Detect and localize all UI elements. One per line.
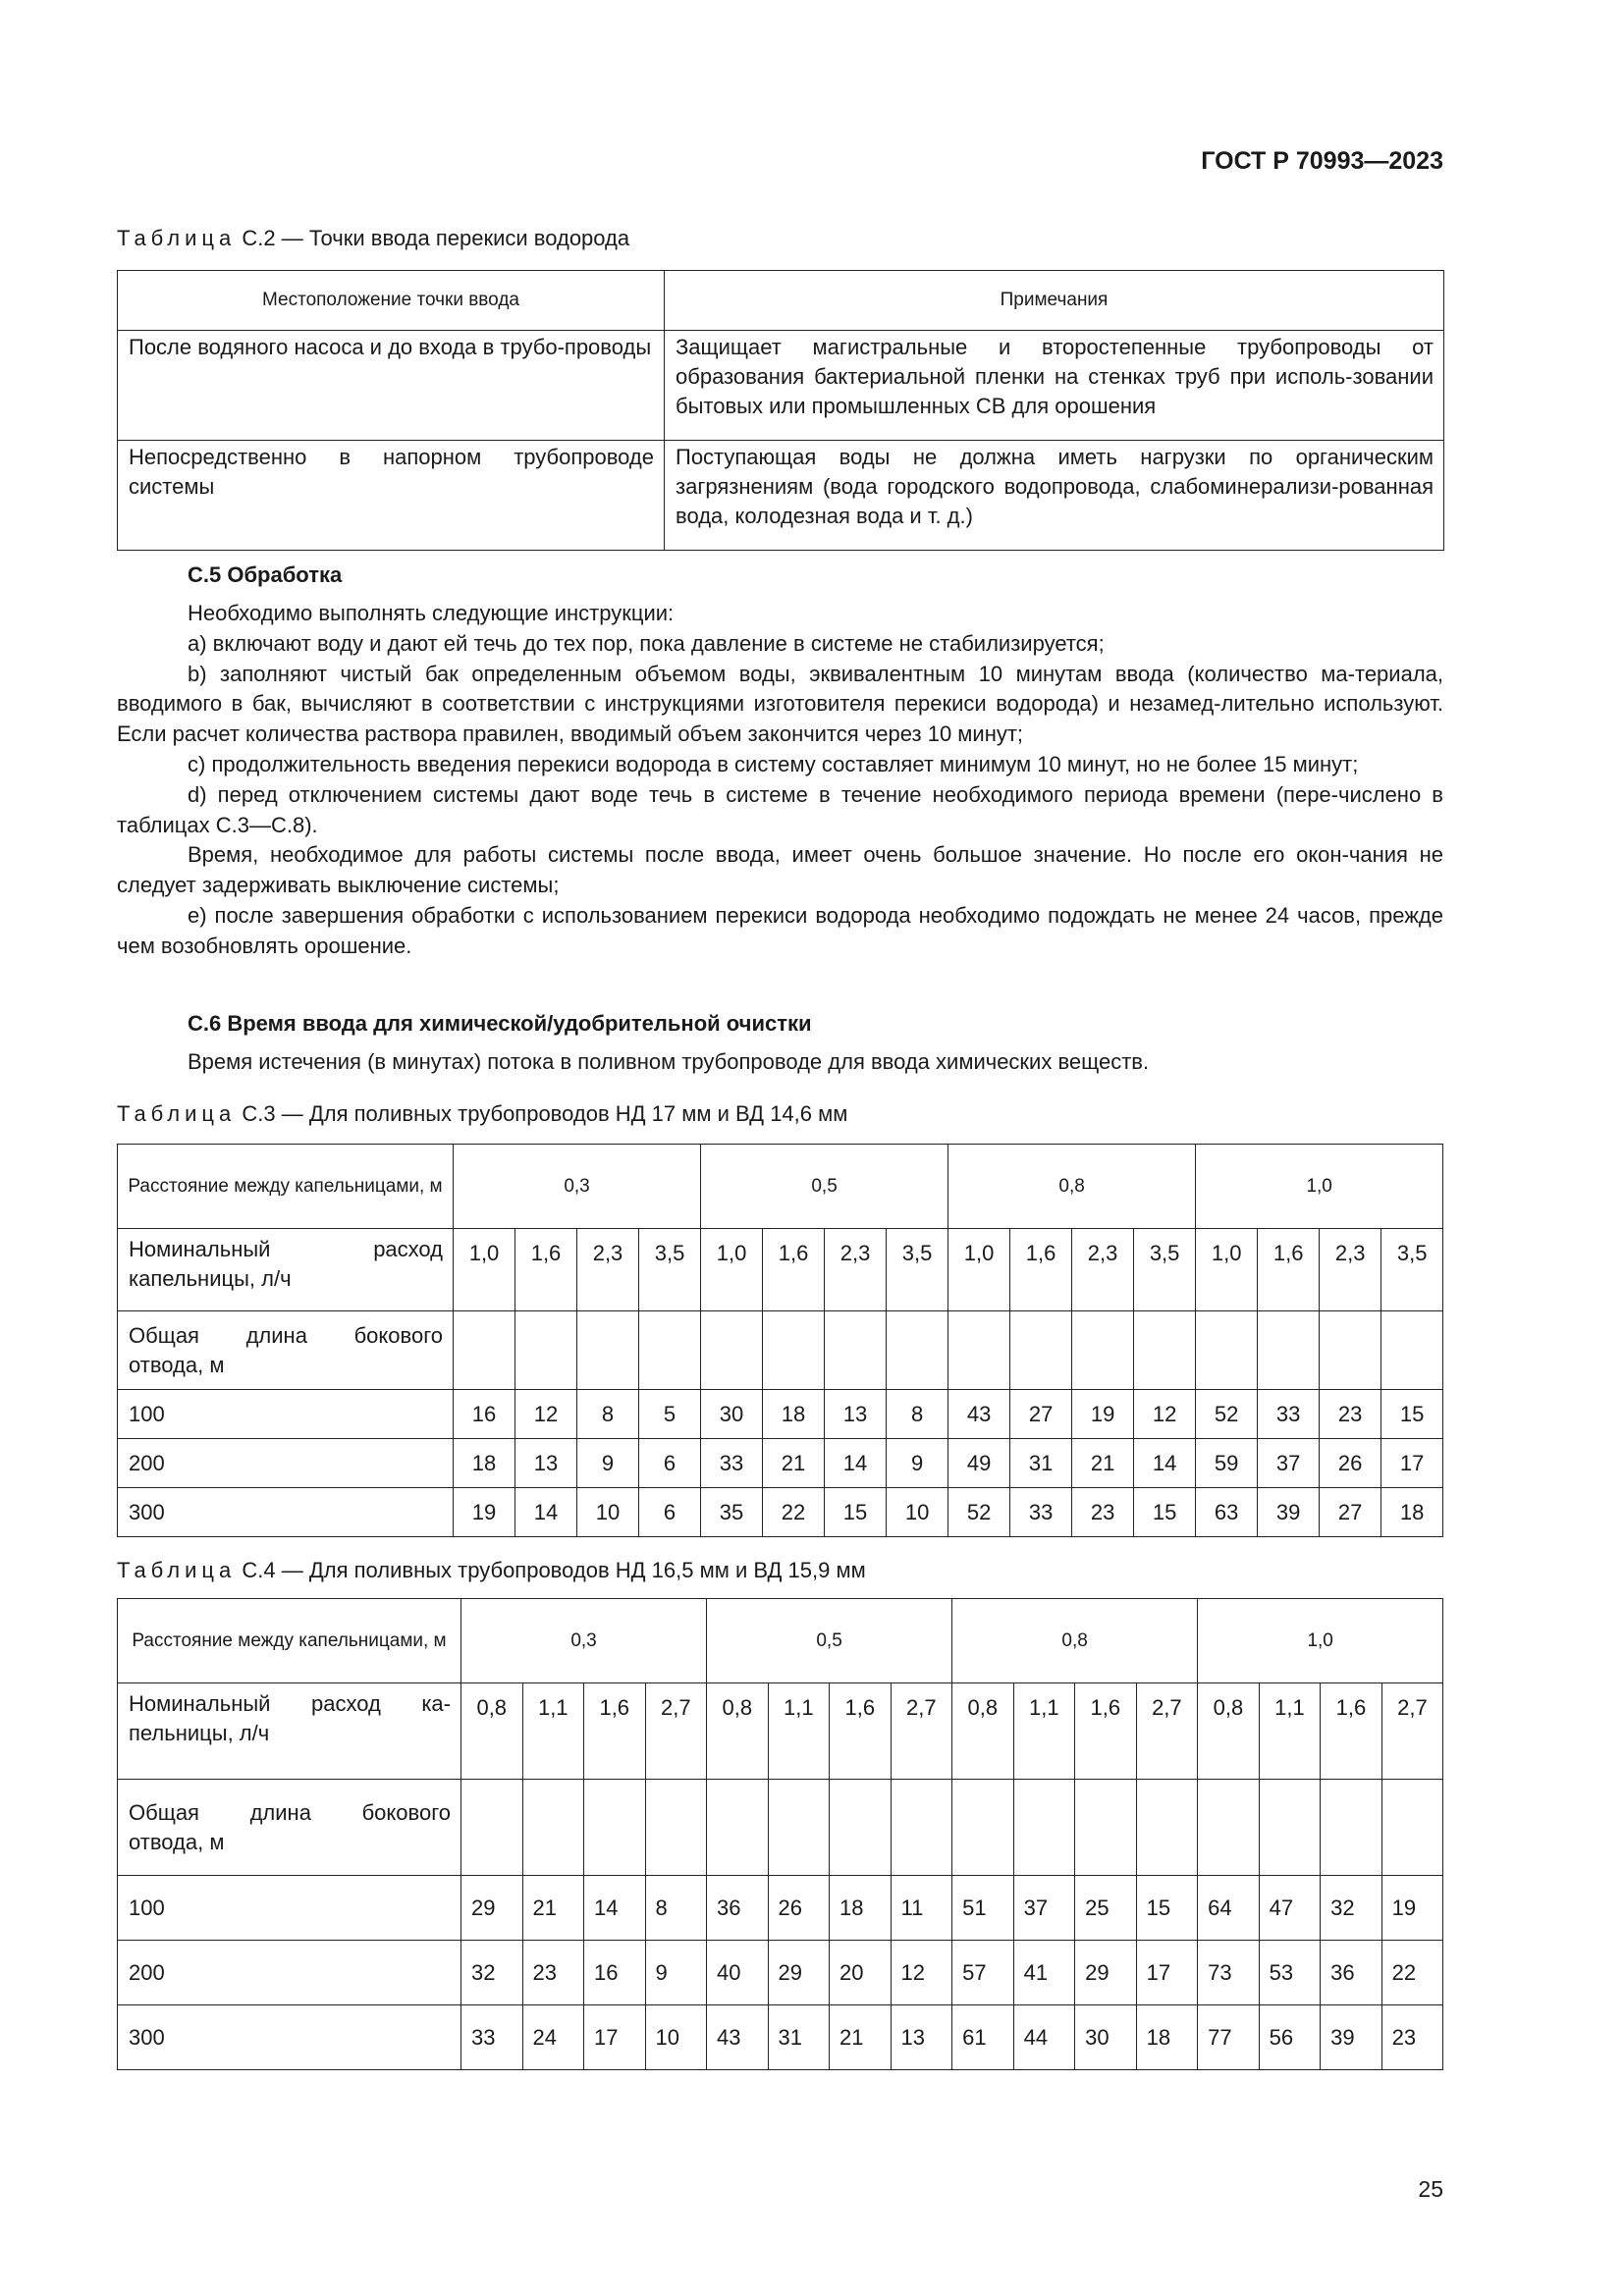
table-cell: 44	[1013, 2005, 1075, 2070]
table-cell: 23	[1320, 1390, 1381, 1439]
paragraph: d) перед отключением системы дают воде течь в системе в течение необходимого периода времени (пере-числено в таблицах С.3—С.8).	[117, 781, 1443, 837]
table-cell: 19	[454, 1488, 515, 1537]
empty-cell	[1075, 1780, 1137, 1876]
flow-value: 1,1	[522, 1683, 584, 1780]
empty-cell	[887, 1311, 948, 1390]
length-value: 100	[118, 1876, 461, 1941]
flow-value: 1,1	[1013, 1683, 1075, 1780]
empty-cell	[1321, 1780, 1382, 1876]
flow-value: 1,6	[1075, 1683, 1137, 1780]
table-cell: 18	[763, 1390, 825, 1439]
empty-cell	[952, 1780, 1014, 1876]
page-number: 25	[1418, 2176, 1443, 2202]
empty-cell	[1320, 1311, 1381, 1390]
table-cell: 47	[1259, 1876, 1321, 1941]
table-cell: 18	[1136, 2005, 1198, 2070]
table-cell: 33	[1258, 1390, 1320, 1439]
flow-value: 1,0	[948, 1229, 1010, 1311]
table-cell: 41	[1013, 1941, 1075, 2005]
table-c3-caption	[117, 1101, 847, 1127]
empty-cell	[1010, 1311, 1072, 1390]
table-cell: 17	[1136, 1941, 1198, 2005]
length-value: 300	[118, 1488, 454, 1537]
table-cell: 29	[768, 1941, 830, 2005]
table-cell: 9	[887, 1439, 948, 1488]
length-value: 200	[118, 1941, 461, 2005]
table-cell: 31	[768, 2005, 830, 2070]
table-cell: 11	[891, 1876, 952, 1941]
flow-value: 2,3	[577, 1229, 639, 1311]
distance-header: Расстояние между капельницами, м	[118, 1145, 454, 1229]
empty-cell	[639, 1311, 701, 1390]
length-label-line	[129, 1321, 443, 1351]
table-cell: 18	[1381, 1488, 1443, 1537]
table-cell: 57	[952, 1941, 1014, 2005]
distance-header: Расстояние между капельницами, м	[118, 1599, 461, 1683]
table-cell: 13	[891, 2005, 952, 2070]
table-cell: 9	[645, 1941, 707, 2005]
paragraph: a) включают воду и дают ей течь до тех пор, пока давление в системе не стабилизируется;	[188, 630, 1105, 656]
label-word: расход	[311, 1691, 381, 1716]
table-cell: 26	[768, 1876, 830, 1941]
table-cell: 27	[1010, 1390, 1072, 1439]
table-cell: 10	[645, 2005, 707, 2070]
table-cell: 21	[830, 2005, 892, 2070]
paragraph: b) заполняют чистый бак определенным объемом воды, эквивалентным 10 минутам ввода (количество ма-териала, вводимого в бак, вычисляют в соответствии с инструкциями изготовителя перекиси водорода) и незамед-лительно используют. Если расчет количества раствора правилен, вводимый объем закончится через 10 минут;	[117, 661, 1443, 747]
paragraph: c) продолжительность введения перекиси водорода в систему составляет минимум 10 минут, но не более 15 минут;	[188, 751, 1359, 776]
table-cell: 33	[701, 1439, 763, 1488]
empty-cell	[645, 1780, 707, 1876]
column-header: Местоположение точки ввода	[118, 271, 665, 331]
table-caption-word: Таблица	[117, 1558, 237, 1582]
table-cell: 10	[887, 1488, 948, 1537]
table-caption-text: С.2 — Точки ввода перекиси водорода	[236, 226, 630, 250]
paragraph: Время истечения (в минутах) потока в поливном трубопроводе для ввода химических веществ.	[188, 1049, 1150, 1074]
table-cell: Поступающая воды не должна иметь нагрузки по органическим загрязнениям (вода городского водопровода, слабоминерализи-рованная вода, колодезная вода и т. д.)	[665, 441, 1444, 551]
flow-value: 1,0	[1196, 1229, 1258, 1311]
length-label	[118, 1311, 454, 1390]
flow-label-line	[129, 1235, 443, 1264]
table-cell: 59	[1196, 1439, 1258, 1488]
label-word: бокового	[353, 1322, 443, 1348]
table-cell: 14	[825, 1439, 887, 1488]
table-cell: 49	[948, 1439, 1010, 1488]
label-word: бокового	[361, 1799, 451, 1825]
table-cell: 19	[1072, 1390, 1134, 1439]
empty-cell	[830, 1780, 892, 1876]
column-header: Примечания	[665, 271, 1444, 331]
table-cell: 36	[707, 1876, 769, 1941]
table-cell: Непосредственно в напорном трубопроводе системы	[118, 441, 665, 551]
empty-cell	[522, 1780, 584, 1876]
flow-label	[118, 1683, 461, 1780]
table-caption-word: Таблица	[117, 226, 237, 250]
table-cell: 8	[645, 1876, 707, 1941]
flow-label	[118, 1229, 454, 1311]
table-cell: 17	[584, 2005, 646, 2070]
table-cell: 23	[1072, 1488, 1134, 1537]
empty-cell	[1381, 1311, 1443, 1390]
table-cell: 18	[830, 1876, 892, 1941]
paragraph: Время, необходимое для работы системы после ввода, имеет очень большое значение. Но после его окон-чания не следует задерживать выключение системы;	[117, 842, 1443, 898]
table-cell: 53	[1259, 1941, 1321, 2005]
flow-value: 1,6	[1258, 1229, 1320, 1311]
table-cell: 40	[707, 1941, 769, 2005]
empty-cell	[1136, 1780, 1198, 1876]
table-cell: 24	[522, 2005, 584, 2070]
table-cell: 22	[763, 1488, 825, 1537]
label-word: Номинальный	[129, 1237, 271, 1261]
table-cell: 21	[1072, 1439, 1134, 1488]
flow-value: 3,5	[639, 1229, 701, 1311]
empty-cell	[461, 1780, 523, 1876]
length-label-line: отвода, м	[129, 1829, 225, 1854]
distance-value: 0,3	[461, 1599, 707, 1683]
table-cell: После водяного насоса и до входа в трубо-проводы	[118, 331, 665, 441]
table-cell: 14	[1134, 1439, 1196, 1488]
flow-value: 0,8	[461, 1683, 523, 1780]
table-cell: 35	[701, 1488, 763, 1537]
table-cell: 14	[515, 1488, 577, 1537]
empty-cell	[825, 1311, 887, 1390]
distance-value: 0,5	[707, 1599, 952, 1683]
table-caption-word: Таблица	[117, 1101, 237, 1126]
table-cell: 21	[763, 1439, 825, 1488]
table-cell: 52	[1196, 1390, 1258, 1439]
section-c5-body	[117, 599, 1443, 962]
label-word: длина	[245, 1322, 307, 1348]
flow-value: 2,7	[1381, 1683, 1443, 1780]
table-cell: 13	[825, 1390, 887, 1439]
table-caption-text: С.3 — Для поливных трубопроводов НД 17 мм и ВД 14,6 мм	[236, 1101, 848, 1126]
label-word: ка-	[421, 1691, 451, 1716]
table-c4-caption	[117, 1558, 866, 1583]
table-cell: 31	[1010, 1439, 1072, 1488]
table-cell: 15	[1381, 1390, 1443, 1439]
table-cell: 18	[454, 1439, 515, 1488]
table-cell: 77	[1198, 2005, 1260, 2070]
flow-value: 1,0	[454, 1229, 515, 1311]
table-cell: 37	[1258, 1439, 1320, 1488]
table-cell: 33	[461, 2005, 523, 2070]
table-cell: 32	[461, 1941, 523, 2005]
flow-value: 1,0	[701, 1229, 763, 1311]
flow-value: 2,3	[825, 1229, 887, 1311]
empty-cell	[1072, 1311, 1134, 1390]
table-cell: 43	[707, 2005, 769, 2070]
flow-value: 2,7	[891, 1683, 952, 1780]
table-cell: 26	[1320, 1439, 1381, 1488]
empty-cell	[948, 1311, 1010, 1390]
table-cell: 21	[522, 1876, 584, 1941]
flow-value: 3,5	[1134, 1229, 1196, 1311]
label-word: длина	[249, 1799, 311, 1825]
paragraph: e) после завершения обработки с использованием перекиси водорода необходимо подождать не менее 24 часов, прежде чем возобновлять орошение.	[117, 902, 1443, 958]
table-cell: 61	[952, 2005, 1014, 2070]
length-label-line	[129, 1798, 451, 1828]
flow-label-line: капельницы, л/ч	[129, 1266, 292, 1291]
empty-cell	[701, 1311, 763, 1390]
empty-cell	[454, 1311, 515, 1390]
empty-cell	[1134, 1311, 1196, 1390]
table-cell: 32	[1321, 1876, 1382, 1941]
flow-value: 0,8	[1198, 1683, 1260, 1780]
table-c2-caption	[117, 226, 629, 251]
table-cell: 8	[887, 1390, 948, 1439]
empty-cell	[1196, 1311, 1258, 1390]
flow-value: 1,6	[830, 1683, 892, 1780]
table-cell: 30	[1075, 2005, 1137, 2070]
table-cell: 19	[1381, 1876, 1443, 1941]
table-c2	[117, 270, 1444, 551]
table-cell: 52	[948, 1488, 1010, 1537]
empty-cell	[577, 1311, 639, 1390]
empty-cell	[1198, 1780, 1260, 1876]
table-cell: 13	[515, 1439, 577, 1488]
table-cell: 39	[1258, 1488, 1320, 1537]
empty-cell	[1013, 1780, 1075, 1876]
table-cell: 51	[952, 1876, 1014, 1941]
empty-cell	[1259, 1780, 1321, 1876]
table-cell: 63	[1196, 1488, 1258, 1537]
table-cell: 12	[515, 1390, 577, 1439]
table-cell: 56	[1259, 2005, 1321, 2070]
distance-value: 0,8	[952, 1599, 1198, 1683]
flow-value: 1,6	[515, 1229, 577, 1311]
empty-cell	[1258, 1311, 1320, 1390]
flow-value: 1,6	[763, 1229, 825, 1311]
table-cell: 36	[1321, 1941, 1382, 2005]
empty-cell	[768, 1780, 830, 1876]
table-cell: 17	[1381, 1439, 1443, 1488]
length-label	[118, 1780, 461, 1876]
flow-label-line: пельницы, л/ч	[129, 1721, 270, 1745]
table-cell: 33	[1010, 1488, 1072, 1537]
label-word: расход	[373, 1237, 443, 1261]
flow-value: 1,6	[1010, 1229, 1072, 1311]
empty-cell	[1381, 1780, 1443, 1876]
section-c6-title: С.6 Время ввода для химической/удобрительной очистки	[188, 1011, 812, 1036]
flow-value: 2,3	[1320, 1229, 1381, 1311]
section-c6-body	[117, 1047, 1443, 1078]
label-word: Номинальный	[129, 1691, 271, 1716]
flow-label-line	[129, 1689, 451, 1719]
flow-value: 1,1	[1259, 1683, 1321, 1780]
table-cell: 30	[701, 1390, 763, 1439]
table-c3	[117, 1144, 1443, 1537]
distance-value: 0,3	[454, 1145, 701, 1229]
table-cell: 6	[639, 1488, 701, 1537]
empty-cell	[584, 1780, 646, 1876]
document-code: ГОСТ Р 70993—2023	[1201, 147, 1443, 175]
table-cell: 25	[1075, 1876, 1137, 1941]
table-cell: 16	[584, 1941, 646, 2005]
flow-value: 3,5	[887, 1229, 948, 1311]
flow-value: 1,6	[1321, 1683, 1382, 1780]
table-cell: 23	[1381, 2005, 1443, 2070]
flow-value: 0,8	[707, 1683, 769, 1780]
label-word: Общая	[129, 1799, 199, 1825]
flow-value: 3,5	[1381, 1229, 1443, 1311]
table-cell: 64	[1198, 1876, 1260, 1941]
table-cell: 73	[1198, 1941, 1260, 2005]
table-cell: 10	[577, 1488, 639, 1537]
table-cell: 29	[1075, 1941, 1137, 2005]
table-cell: 20	[830, 1941, 892, 2005]
table-caption-text: С.4 — Для поливных трубопроводов НД 16,5 мм и ВД 15,9 мм	[236, 1558, 866, 1582]
table-cell: 37	[1013, 1876, 1075, 1941]
label-word: Общая	[129, 1322, 199, 1348]
table-cell: 5	[639, 1390, 701, 1439]
table-cell: 9	[577, 1439, 639, 1488]
flow-value: 1,1	[768, 1683, 830, 1780]
distance-value: 0,5	[701, 1145, 948, 1229]
flow-value: 2,7	[645, 1683, 707, 1780]
table-cell: 15	[1136, 1876, 1198, 1941]
paragraph: Необходимо выполнять следующие инструкции:	[188, 601, 675, 625]
table-cell: 16	[454, 1390, 515, 1439]
empty-cell	[515, 1311, 577, 1390]
table-cell: 39	[1321, 2005, 1382, 2070]
table-cell: 43	[948, 1390, 1010, 1439]
flow-value: 2,3	[1072, 1229, 1134, 1311]
table-cell: 29	[461, 1876, 523, 1941]
empty-cell	[707, 1780, 769, 1876]
length-label-line: отвода, м	[129, 1352, 225, 1377]
section-c5-title: С.5 Обработка	[188, 562, 343, 587]
distance-value: 1,0	[1196, 1145, 1443, 1229]
flow-value: 1,6	[584, 1683, 646, 1780]
distance-value: 1,0	[1198, 1599, 1443, 1683]
length-value: 100	[118, 1390, 454, 1439]
length-value: 200	[118, 1439, 454, 1488]
table-cell: 14	[584, 1876, 646, 1941]
empty-cell	[763, 1311, 825, 1390]
distance-value: 0,8	[948, 1145, 1196, 1229]
flow-value: 2,7	[1136, 1683, 1198, 1780]
table-cell: 6	[639, 1439, 701, 1488]
table-cell: 15	[825, 1488, 887, 1537]
table-c4	[117, 1598, 1443, 2070]
table-cell: 23	[522, 1941, 584, 2005]
table-cell: 12	[1134, 1390, 1196, 1439]
empty-cell	[891, 1780, 952, 1876]
table-cell: 27	[1320, 1488, 1381, 1537]
table-cell: 22	[1381, 1941, 1443, 2005]
table-cell: Защищает магистральные и второстепенные трубопроводы от образования бактериальной пленки на стенках труб при исполь-зовании бытовых или промышленных СВ для орошения	[665, 331, 1444, 441]
table-cell: 15	[1134, 1488, 1196, 1537]
table-cell: 8	[577, 1390, 639, 1439]
flow-value: 0,8	[952, 1683, 1014, 1780]
length-value: 300	[118, 2005, 461, 2070]
table-cell: 12	[891, 1941, 952, 2005]
